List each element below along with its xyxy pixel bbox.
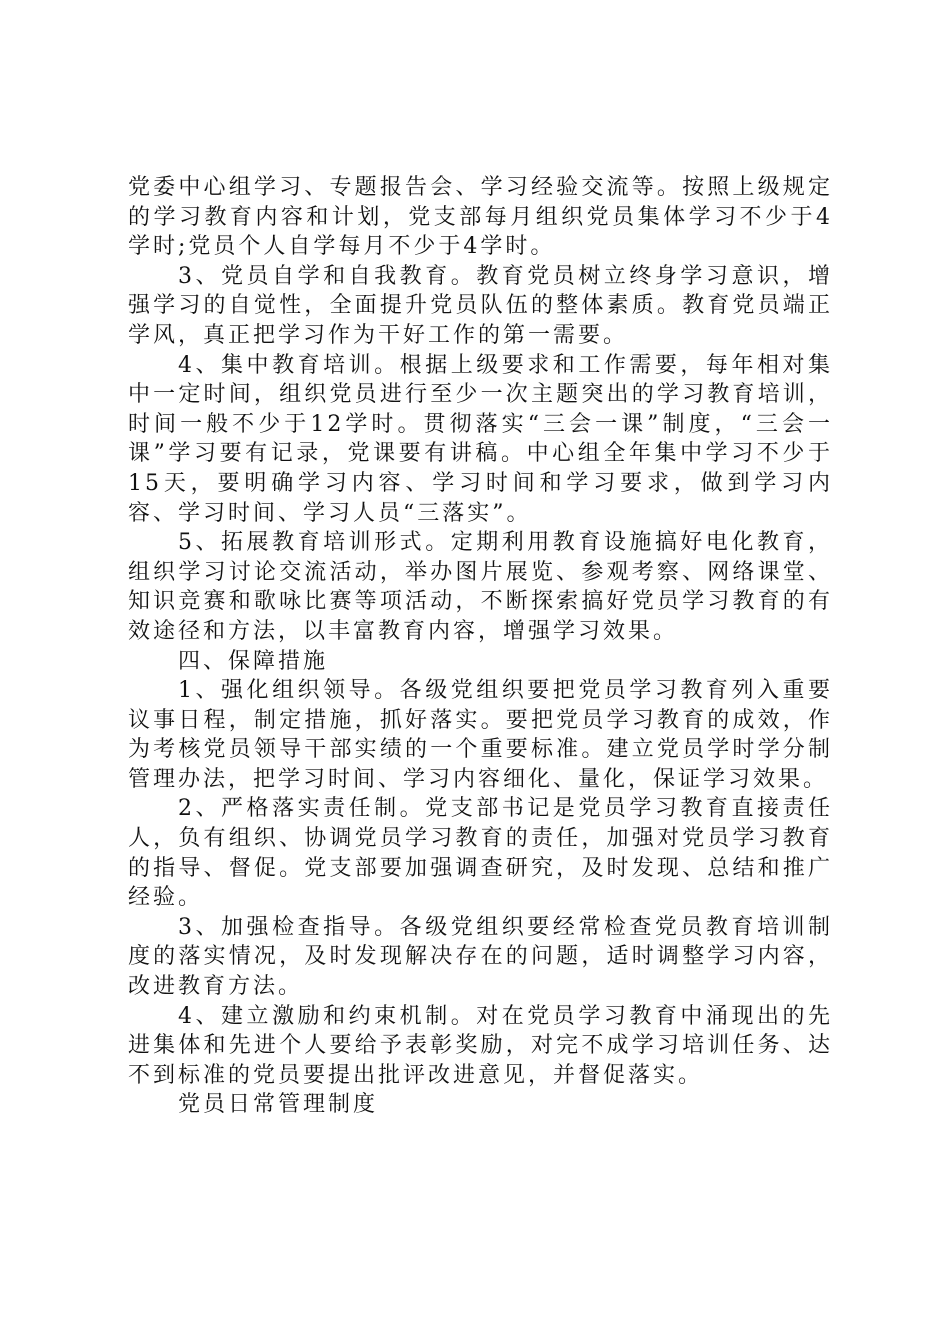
paragraph-strengthen-leadership: 1、强化组织领导。各级党组织要把党员学习教育列入重要议事日程，制定措施，抓好落实。要把党员学习教育的成效，作为考核党员领导干部实绩的一个重要标准。建立党员学时学分制管理办法，把学习时间、学习内容细化、量化，保证学习效果。 xyxy=(128,678,833,792)
paragraph-study-forms-continued: 党委中心组学习、专题报告会、学习经验交流等。按照上级规定的学习教育内容和计划，党支部每月组织党员集体学习不少于4学时;党员个人自学每月不少于4学时。 xyxy=(128,175,833,260)
document-body xyxy=(128,173,833,1120)
paragraph-centralized-training: 4、集中教育培训。根据上级要求和工作需要，每年相对集中一定时间，组织党员进行至少一次主题突出的学习教育培训，时间一般不少于12学时。贯彻落实“三会一课”制度，“三会一课”学习要有记录，党课要有讲稿。中心组全年集中学习不少于15天，要明确学习内容、学习时间和学习要求，做到学习内容、学习时间、学习人员“三落实”。 xyxy=(128,352,833,526)
section-heading-safeguards: 四、保障措施 xyxy=(178,648,329,674)
paragraph-responsibility-system: 2、严格落实责任制。党支部书记是党员学习教育直接责任人，负有组织、协调党员学习教育的责任，加强对党员学习教育的指导、督促。党支部要加强调查研究，及时发现、总结和推广经验。 xyxy=(128,796,833,911)
paragraph-self-study: 3、党员自学和自我教育。教育党员树立终身学习意识，增强学习的自觉性，全面提升党员队伍的整体素质。教育党员端正学风，真正把学习作为干好工作的第一需要。 xyxy=(128,263,833,348)
section-heading-daily-management: 党员日常管理制度 xyxy=(178,1092,379,1118)
paragraph-expand-training-forms: 5、拓展教育培训形式。定期利用教育设施搞好电化教育，组织学习讨论交流活动，举办图片展览、参观考察、网络课堂、知识竞赛和歌咏比赛等项活动，不断探索搞好党员学习教育的有效途径和方法，以丰富教育内容，增强学习效果。 xyxy=(128,530,833,644)
paragraph-incentive-mechanism: 4、建立激励和约束机制。对在党员学习教育中涌现出的先进集体和先进个人要给予表彰奖励，对完不成学习培训任务、达不到标准的党员要提出批评改进意见，并督促落实。 xyxy=(128,1003,833,1088)
paragraph-inspection-guidance: 3、加强检查指导。各级党组织要经常检查党员教育培训制度的落实情况，及时发现解决存在的问题，适时调整学习内容，改进教育方法。 xyxy=(128,914,833,1000)
